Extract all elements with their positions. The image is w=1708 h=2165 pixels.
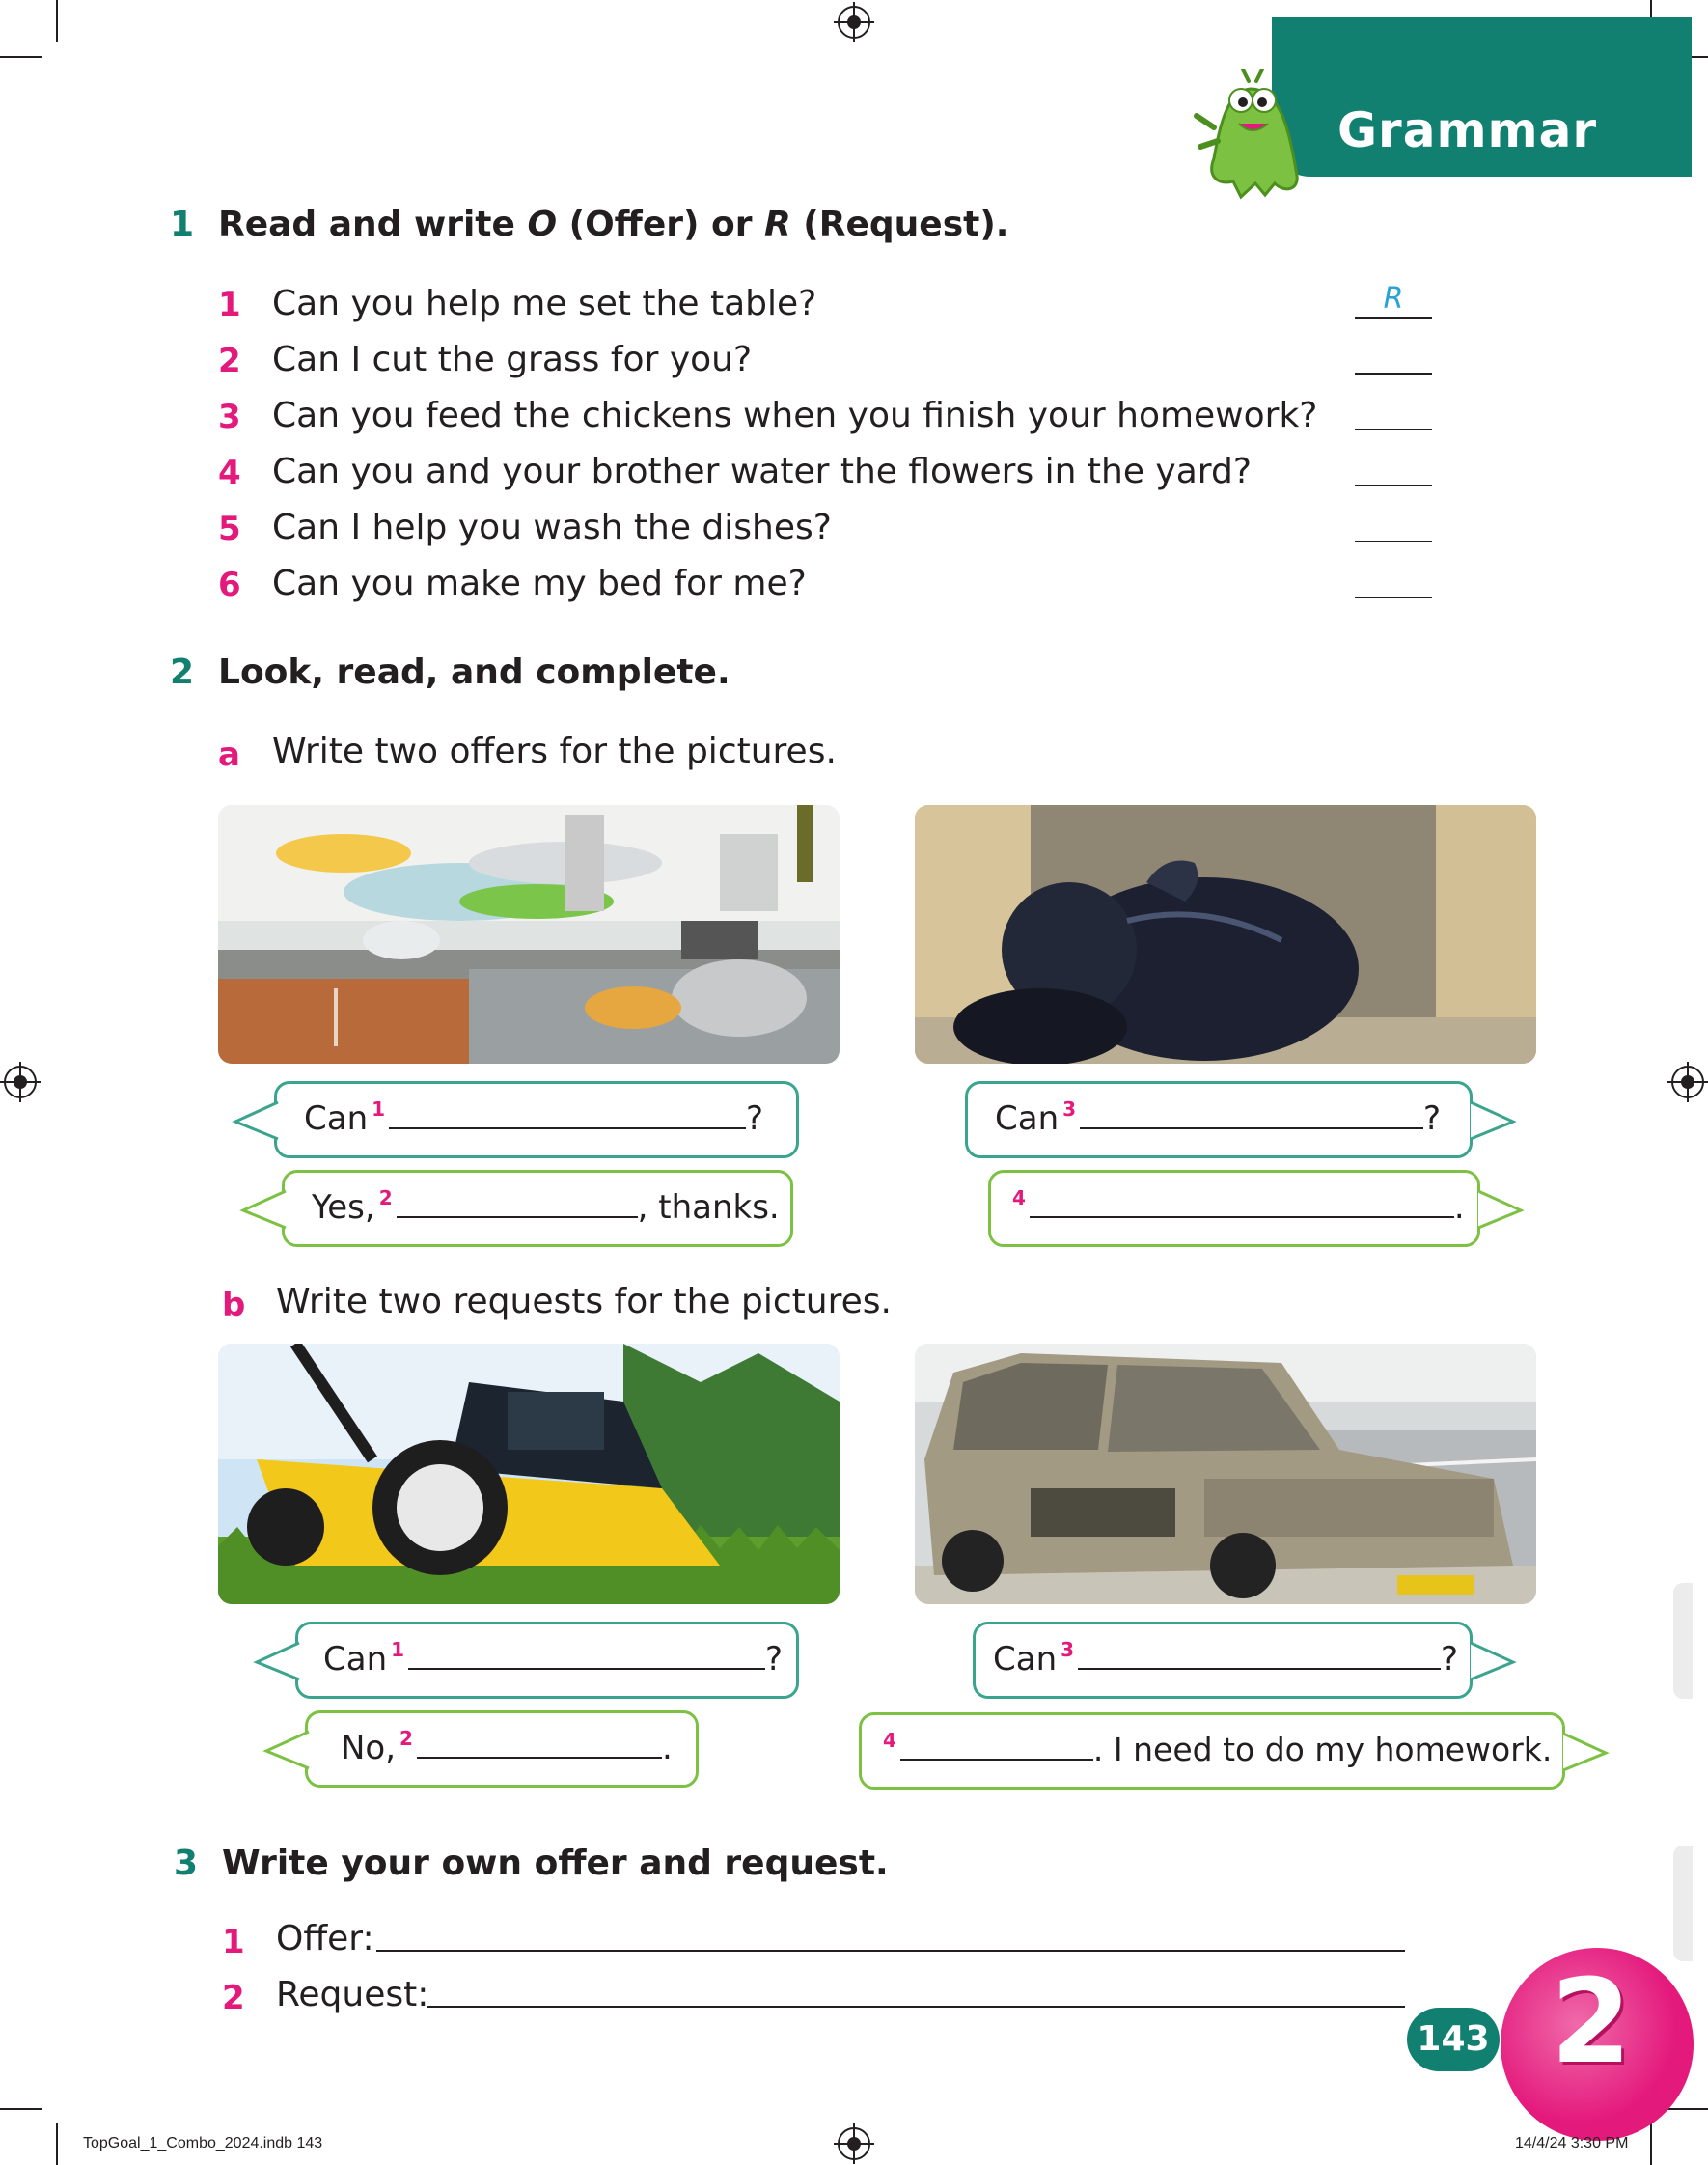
subsection-letter: a	[218, 736, 240, 774]
blank-number: 4	[1012, 1186, 1026, 1209]
page-edge-tab	[1673, 1583, 1693, 1699]
bubble-prefix: Can	[304, 1099, 369, 1138]
registration-mark-icon	[4, 1066, 37, 1098]
crop-mark	[56, 0, 58, 42]
unit-badge	[1501, 1948, 1694, 2141]
exercise-1-title: Read and write O (Offer) or R (Request).	[218, 205, 1009, 244]
page-number: 143	[1407, 2008, 1500, 2071]
subsection-instruction: Write two offers for the pictures.	[272, 732, 837, 771]
blank-number: 1	[372, 1097, 386, 1121]
blank-number: 4	[883, 1729, 896, 1752]
speech-bubble-question: Can $^1$ ?	[274, 1081, 799, 1158]
bubble-tail-icon	[1469, 1641, 1517, 1681]
item-number: 1	[218, 286, 241, 324]
lawn-mower-photo	[218, 1344, 840, 1604]
item-number: 2	[222, 1979, 245, 2017]
answer-blank[interactable]	[397, 1189, 638, 1218]
answer-blank[interactable]	[389, 1100, 746, 1129]
offer-label: Offer:	[276, 1919, 374, 1958]
answer-field[interactable]	[1355, 562, 1432, 598]
section-header-title: Grammar	[1337, 102, 1598, 158]
bubble-tail-icon	[1469, 1100, 1517, 1141]
speech-bubble-answer: No, $^2$ .	[305, 1710, 699, 1788]
bubble-tail-icon	[262, 1730, 311, 1770]
blank-number: 1	[391, 1638, 405, 1661]
answer-blank[interactable]	[408, 1641, 765, 1670]
answer-field[interactable]	[1355, 450, 1432, 486]
exercise-number: 2	[170, 652, 195, 692]
item-question: Can you make my bed for me?	[272, 564, 807, 603]
item-question: Can you feed the chickens when you finish your homework?	[272, 396, 1318, 435]
grammar-header-tab	[1272, 17, 1692, 177]
answer-field[interactable]: R	[1355, 282, 1432, 319]
item-question: Can you and your brother water the flowers in the yard?	[272, 452, 1252, 491]
answer-blank[interactable]	[417, 1730, 662, 1759]
garbage-bags-photo	[915, 805, 1536, 1064]
item-number: 4	[218, 454, 241, 492]
subsection-letter: b	[222, 1286, 246, 1324]
item-number: 1	[222, 1923, 245, 1961]
item-number: 5	[218, 510, 241, 548]
speech-bubble-question: Can $^3$ ?	[965, 1081, 1473, 1158]
blank-number: 3	[1061, 1638, 1075, 1661]
speech-bubble-answer: Yes, $^2$ , thanks.	[282, 1170, 793, 1247]
registration-mark-icon	[838, 6, 870, 39]
exercise-number: 3	[174, 1844, 199, 1883]
exercise-2-title: Look, read, and complete.	[218, 652, 730, 692]
item-question: Can you help me set the table?	[272, 284, 817, 323]
crop-mark	[1650, 2123, 1652, 2165]
answer-blank[interactable]	[900, 1732, 1093, 1761]
subsection-instruction: Write two requests for the pictures.	[276, 1282, 892, 1321]
bubble-tail-icon	[253, 1641, 301, 1681]
page-edge-tab	[1673, 1846, 1693, 1961]
blank-number: 2	[399, 1727, 413, 1750]
unit-number: 2	[1551, 1956, 1632, 2090]
crop-mark	[1666, 2108, 1708, 2110]
bubble-tail-icon	[1476, 1189, 1525, 1230]
crop-mark	[56, 2123, 58, 2165]
bubble-tail-icon	[239, 1189, 288, 1230]
request-label: Request:	[276, 1975, 429, 2014]
dirty-dishes-photo	[218, 805, 840, 1064]
footer-timestamp: 14/4/24 3:30 PM	[1515, 2135, 1629, 2151]
blank-number: 2	[378, 1186, 393, 1209]
exercise-3-title: Write your own offer and request.	[222, 1844, 889, 1883]
offer-write-line[interactable]	[376, 1950, 1405, 1952]
registration-mark-icon	[1671, 1066, 1704, 1098]
blank-number: 3	[1062, 1097, 1077, 1121]
exercise-number: 1	[170, 205, 195, 244]
bubble-tail-icon	[1561, 1732, 1610, 1772]
answer-field[interactable]	[1355, 394, 1432, 430]
crop-mark	[0, 2108, 42, 2110]
answer-blank[interactable]	[1030, 1189, 1454, 1218]
answer-blank[interactable]	[1080, 1100, 1423, 1129]
crop-mark	[0, 56, 42, 58]
bubble-tail-icon	[232, 1100, 280, 1141]
answer-field[interactable]	[1355, 506, 1432, 542]
monster-mascot-icon	[1193, 69, 1309, 205]
speech-bubble-answer: $^4$ .	[988, 1170, 1480, 1247]
speech-bubble-question: Can $^1$ ?	[295, 1622, 799, 1699]
item-number: 3	[218, 398, 241, 436]
answer-blank[interactable]	[1078, 1641, 1441, 1670]
answer-field[interactable]	[1355, 338, 1432, 375]
footer-file-info: TopGoal_1_Combo_2024.indb 143	[83, 2135, 323, 2151]
speech-bubble-answer: $^4$ . I need to do my homework.	[859, 1712, 1565, 1790]
item-number: 2	[218, 342, 241, 380]
item-question: Can I help you wash the dishes?	[272, 508, 832, 547]
request-write-line[interactable]	[427, 2006, 1405, 2008]
item-number: 6	[218, 566, 241, 604]
speech-bubble-question: Can $^3$ ?	[973, 1622, 1473, 1699]
registration-mark-icon	[838, 2127, 870, 2160]
item-question: Can I cut the grass for you?	[272, 340, 753, 379]
dirty-car-photo	[915, 1344, 1536, 1604]
